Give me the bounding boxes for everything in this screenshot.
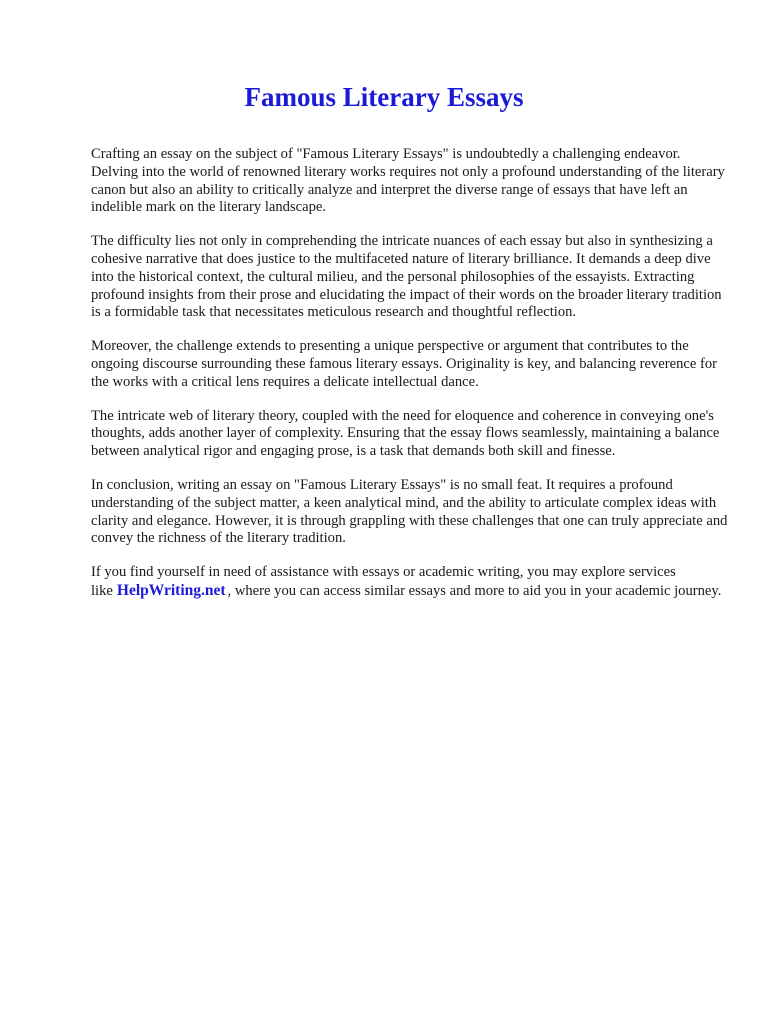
- closing-text-before-link: If you find yourself in need of assistance with essays or academic writing, you may explore services like: [91, 564, 676, 599]
- paragraph-4: The intricate web of literary theory, coupled with the need for eloquence and coherence in conveying one's thoughts, adds another layer of complexity. Ensuring that the essay flows seamlessly, maintaining a balance between analytical rigor and engaging prose, is a task that demands both skill and finesse.: [91, 407, 720, 460]
- closing-text-after-link: , where you can access similar essays and more to aid you in your academic journey.: [227, 582, 722, 599]
- helpwriting-link[interactable]: HelpWriting.net: [116, 581, 226, 599]
- paragraph-5: In conclusion, writing an essay on "Famous Literary Essays" is no small feat. It requires a profound understanding of the subject matter, a keen analytical mind, and the ability to articulate complex ideas with clarity and elegance. However, it is through grappling with these challenges that one can truly appreciate and convey the richness of the literary tradition.: [91, 476, 728, 547]
- paragraph-3: Moreover, the challenge extends to presenting a unique perspective or argument that contributes to the ongoing discourse surrounding these famous literary essays. Originality is key, and balancing reverence for the works with a critical lens requires a delicate intellectual dance.: [91, 338, 717, 390]
- page-title: Famous Literary Essays: [244, 82, 524, 112]
- paragraph-2: The difficulty lies not only in comprehending the intricate nuances of each essay but also in synthesizing a cohesive narrative that does justice to the multifaceted nature of literary brilliance. It demands a deep dive into the historical context, the cultural milieu, and the personal philosophies of the essayists. Extracting profound insights from their prose and elucidating the impact of their words on the broader literary tradition is a formidable task that necessitates meticulous research and thoughtful reflection.: [91, 233, 722, 321]
- essay-body: [91, 146, 731, 617]
- closing-paragraph: [91, 564, 731, 601]
- paragraph-1: Crafting an essay on the subject of "Famous Literary Essays" is undoubtedly a challenging endeavor. Delving into the world of renowned literary works requires not only a profound understanding of the literary canon but also an ability to critically analyze and interpret the diverse range of essays that have left an indelible mark on the literary landscape.: [91, 146, 725, 216]
